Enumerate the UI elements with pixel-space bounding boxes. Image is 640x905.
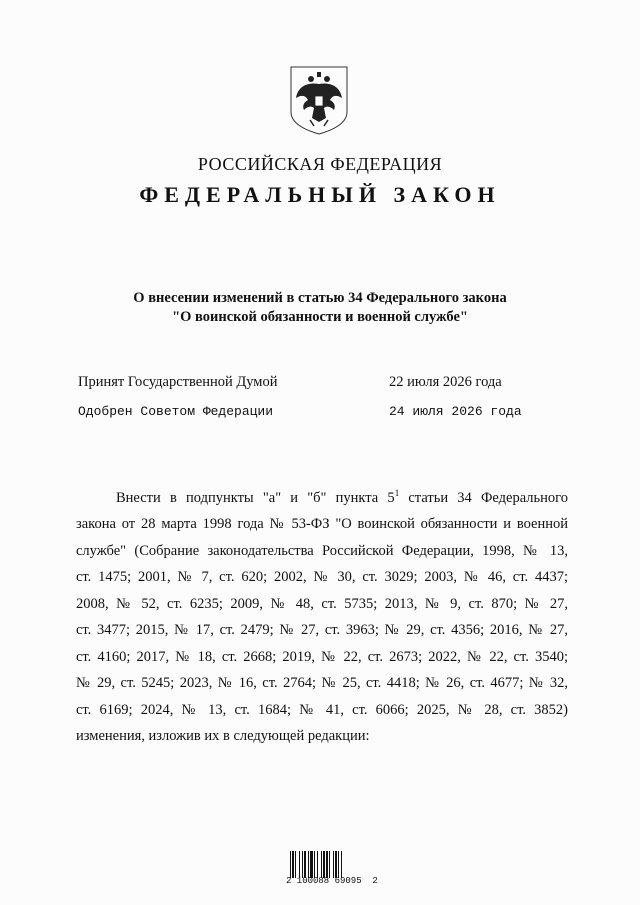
body-line: № 29, ст. 5245; 2023, № 16, ст. 2764; № 25, ст. 4418; № 26, ст. 4677; № 32, bbox=[76, 675, 568, 692]
law-title bbox=[60, 289, 580, 327]
coat-of-arms-icon bbox=[288, 64, 350, 136]
body-line: ст. 4160; 2017, № 18, ст. 2668; 2019, № 22, ст. 2673; 2022, № 22, ст. 3540; bbox=[76, 648, 568, 665]
body-line: изменения, изложив их в следующей редакции: bbox=[76, 728, 370, 745]
body-line: ст. 6169; 2024, № 13, ст. 1684; № 41, ст. 6066; 2025, № 28, ст. 3852) bbox=[76, 701, 568, 718]
body-line: закона от 28 марта 1998 года № 53-ФЗ "О воинской обязанности и военной bbox=[76, 516, 568, 533]
barcode-icon bbox=[290, 851, 356, 878]
body-line: службе" (Собрание законодательства Российской Федерации, 1998, № 13, bbox=[76, 542, 568, 559]
council-approval-date: 24 июля 2026 года bbox=[389, 404, 522, 419]
barcode-number: 2 100088 69095 2 bbox=[286, 876, 378, 886]
document-type-heading: ФЕДЕРАЛЬНЫЙ ЗАКОН bbox=[139, 182, 501, 207]
country-heading: РОССИЙСКАЯ ФЕДЕРАЦИЯ bbox=[197, 154, 443, 174]
body-line: ст. 3477; 2015, № 17, ст. 2479; № 27, ст. 3963; № 29, ст. 4356; 2016, № 27, bbox=[76, 622, 568, 639]
body-line: 2008, № 52, ст. 6235; 2009, № 48, ст. 5735; 2013, № 9, ст. 870; № 27, bbox=[76, 595, 568, 612]
duma-approval-label: Принят Государственной Думой bbox=[78, 374, 278, 390]
law-body bbox=[76, 480, 568, 750]
law-title-line-1: О внесении изменений в статью 34 Федерального закона bbox=[133, 290, 507, 306]
law-title-line-2: "О воинской обязанности и военной службе" bbox=[172, 309, 468, 325]
duma-approval-date: 22 июля 2026 года bbox=[389, 374, 502, 390]
council-approval-label: Одобрен Советом Федерации bbox=[78, 404, 274, 419]
body-line: Внести в подпункты "а" и "б" пункта $5^1$ статьи 34 Федерального bbox=[116, 488, 568, 506]
body-line: ст. 1475; 2001, № 7, ст. 620; 2002, № 30, ст. 3029; 2003, № 46, ст. 4437; bbox=[76, 569, 568, 586]
